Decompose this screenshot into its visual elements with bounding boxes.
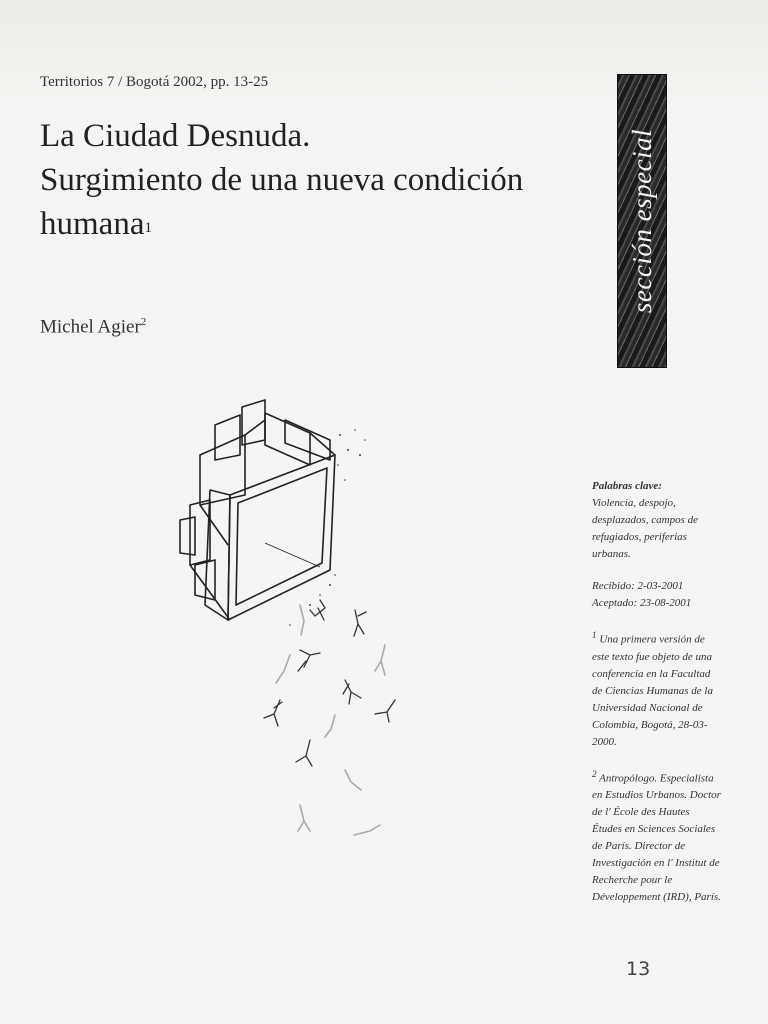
accepted-date: Aceptado: 23-08-2001 — [592, 597, 692, 609]
city-illustration — [170, 395, 430, 875]
author-footnote-mark: 2 — [140, 316, 147, 328]
section-tab-label: sección especial — [626, 128, 657, 314]
title-line-3 — [40, 202, 580, 246]
keywords-text: Violencia, despojo, desplazados, campos de refugiados, periferias urbanas. — [592, 497, 699, 560]
keywords-block — [592, 478, 722, 563]
human-figures — [264, 600, 395, 766]
footnote-1-mark: 1 — [592, 630, 597, 640]
received-date: Recibido: 2-03-2001 — [592, 580, 684, 592]
author-name — [40, 316, 146, 338]
footnote-1-text: Una primera versión de este texto fue objeto de una conferencia en la Facultad de Ciencias Humanas de la Universidad Nacional de Colombia, Bogotá, 28-03-2000. — [592, 633, 713, 748]
footnote-2-text: Antropólogo. Especialista en Estudios Urbanos. Doctor de l' École des Hautes Études en Sciences Sociales de París. Director de Investigación en l' Institut de Recherche pour le Développement (IRD), París. — [592, 772, 721, 904]
journal-reference: Territorios 7 / Bogotá 2002, pp. 13-25 — [40, 74, 269, 90]
article-title — [40, 114, 580, 246]
dates-block — [592, 578, 722, 612]
building-sketch — [180, 400, 335, 620]
page-number: 13 — [626, 958, 651, 980]
footnote-2-mark: 2 — [592, 768, 597, 779]
title-footnote-mark: 1 — [144, 220, 152, 236]
keywords-heading: Palabras clave: — [592, 480, 662, 492]
sidebar-notes — [592, 478, 722, 921]
footnote-2 — [592, 766, 722, 907]
title-line-1: La Ciudad Desnuda. — [40, 118, 311, 154]
section-tab — [617, 74, 667, 368]
faded-figures — [276, 605, 385, 835]
footnote-1 — [592, 627, 722, 751]
title-line-3-text: humana — [40, 206, 145, 242]
author-name-text: Michel Agier — [40, 316, 141, 338]
title-line-2: Surgimiento de una nueva condición — [40, 162, 524, 198]
